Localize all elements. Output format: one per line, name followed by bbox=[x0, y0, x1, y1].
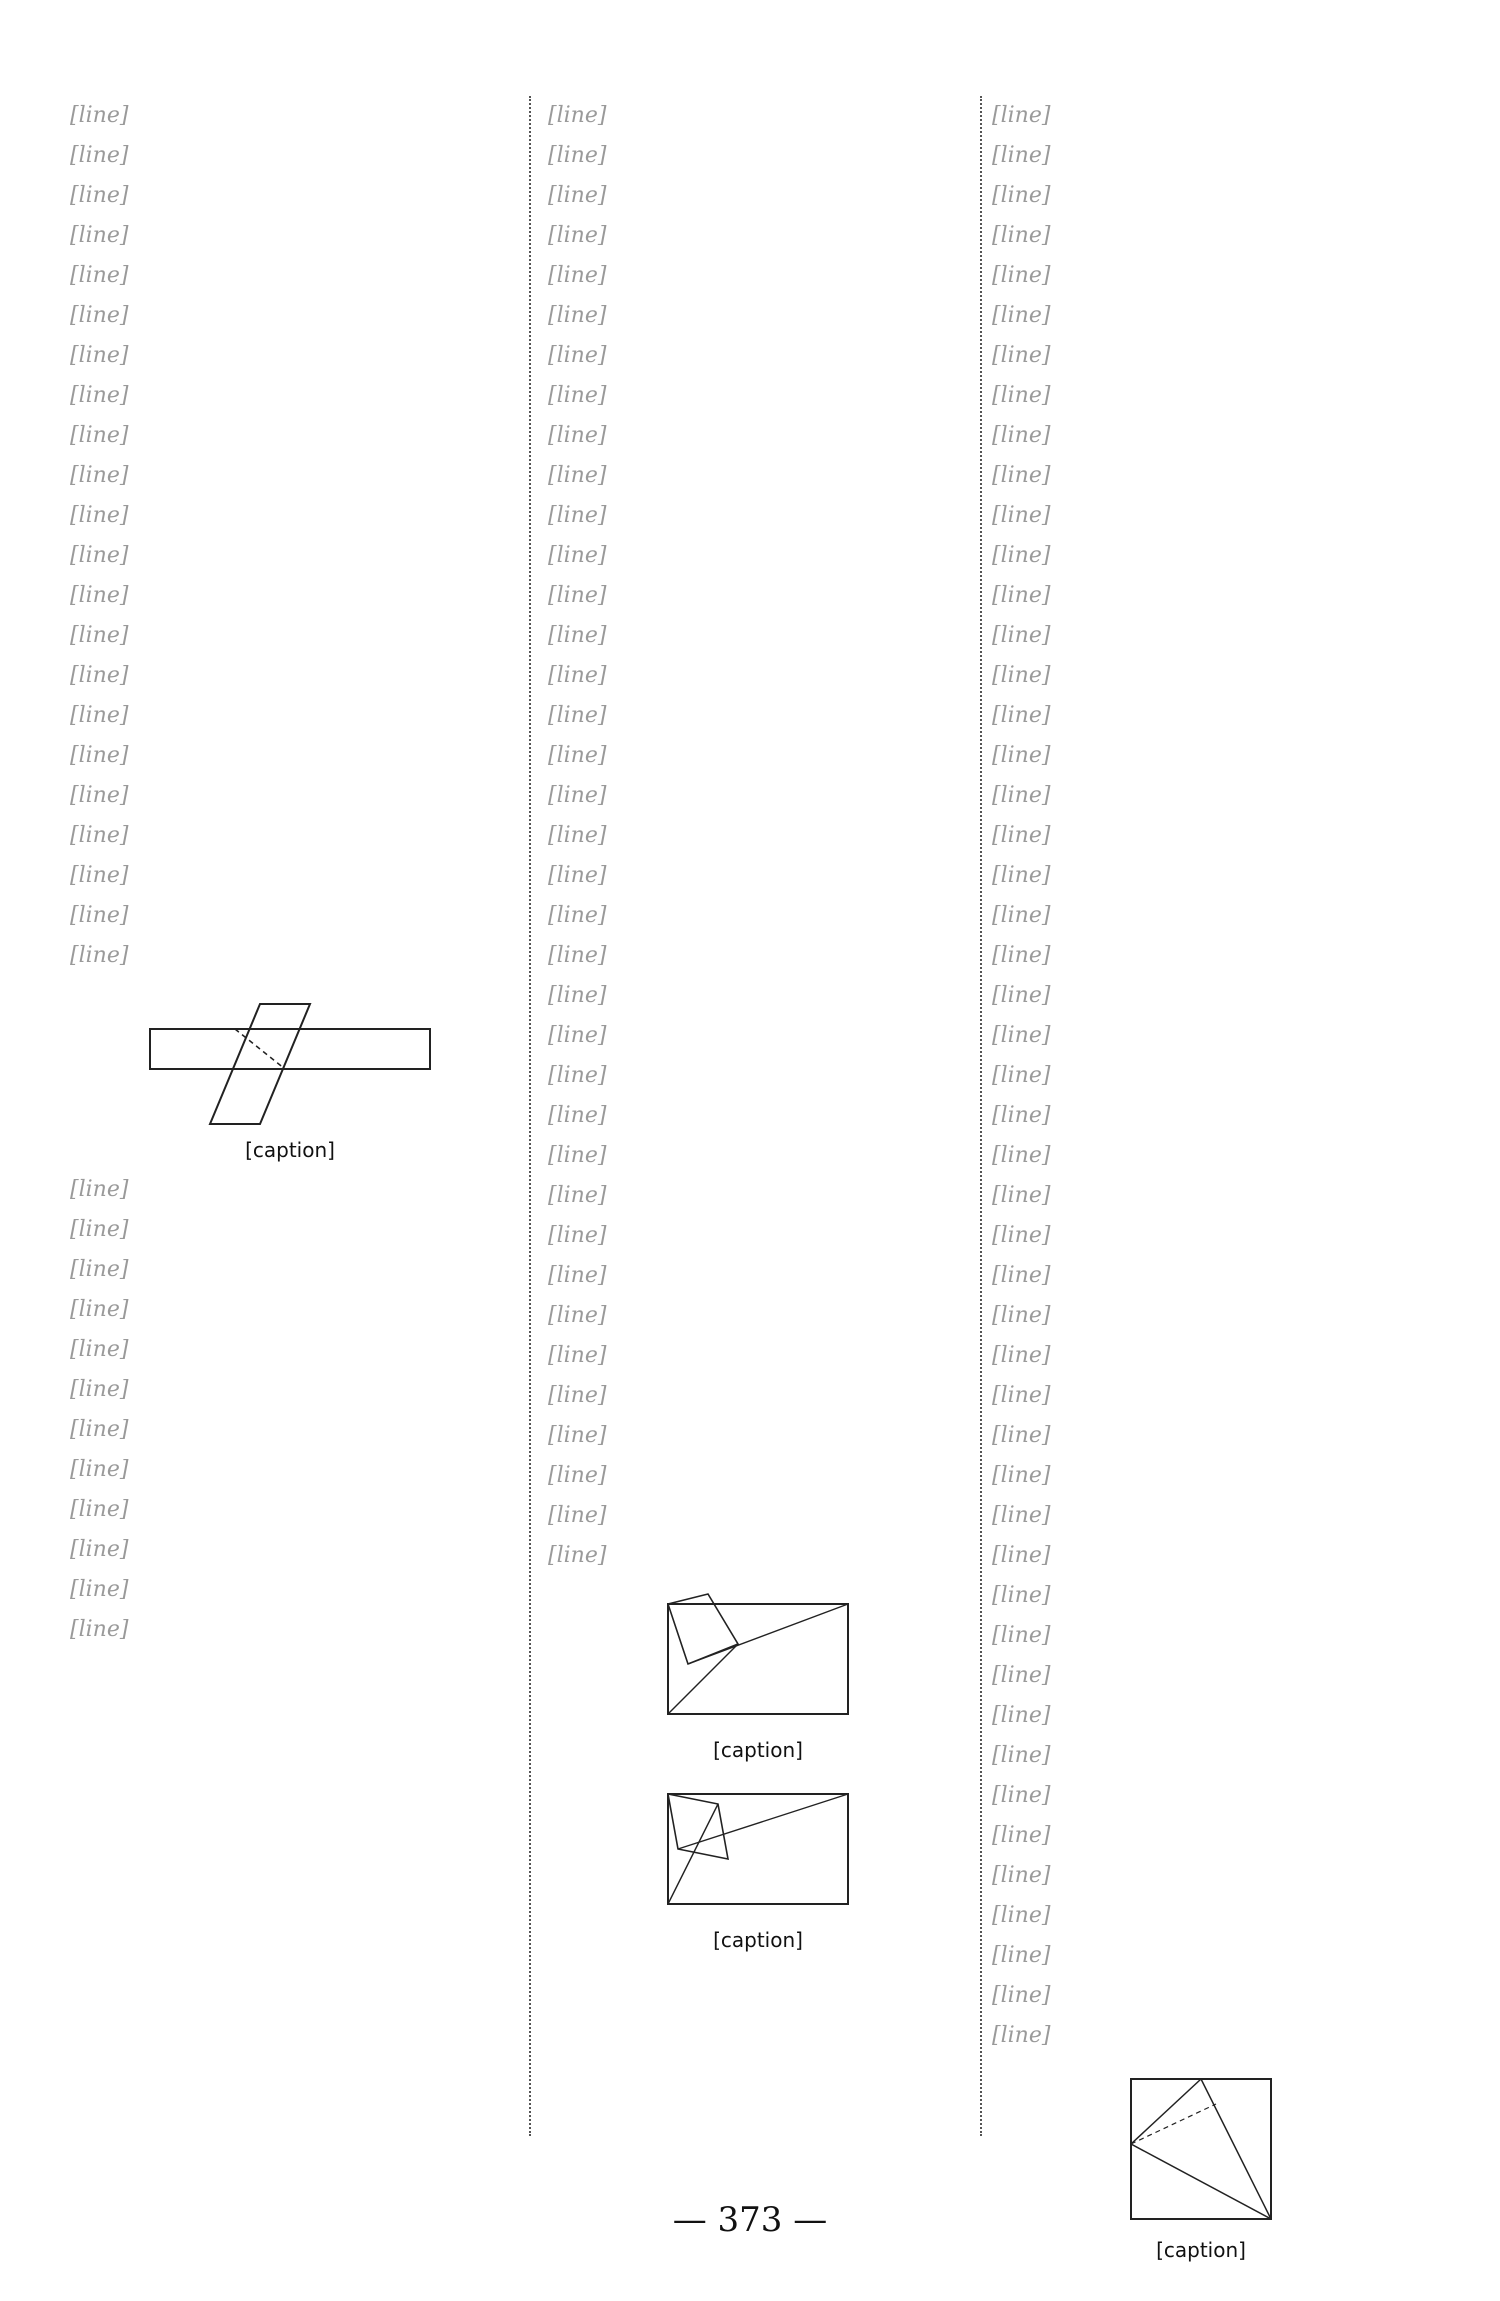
text-line: [line] bbox=[992, 263, 1051, 288]
text-line: [line] bbox=[992, 463, 1051, 488]
text-line: [line] bbox=[992, 1823, 1051, 1848]
text-line: [line] bbox=[992, 1703, 1051, 1728]
text-line: [line] bbox=[70, 263, 129, 288]
problem-7-figure-1 bbox=[548, 1584, 968, 1766]
right-text-block bbox=[992, 96, 1410, 2056]
text-line: [line] bbox=[992, 1063, 1051, 1088]
text-line: [line] bbox=[548, 423, 607, 448]
text-line: [line] bbox=[548, 543, 607, 568]
text-line: [line] bbox=[70, 1217, 129, 1242]
text-line: [line] bbox=[70, 423, 129, 448]
text-line: [line] bbox=[992, 1183, 1051, 1208]
text-line: [line] bbox=[992, 1263, 1051, 1288]
text-line: [line] bbox=[992, 1663, 1051, 1688]
text-line: [line] bbox=[70, 543, 129, 568]
problem-7-figure-1-caption: [caption] bbox=[713, 1738, 803, 1762]
text-line: [line] bbox=[70, 783, 129, 808]
text-line: [line] bbox=[548, 743, 607, 768]
paper-strip-drawing bbox=[130, 984, 450, 1134]
text-line: [line] bbox=[992, 663, 1051, 688]
text-line: [line] bbox=[992, 1983, 1051, 2008]
text-line: [line] bbox=[70, 343, 129, 368]
text-line: [line] bbox=[70, 383, 129, 408]
text-line: [line] bbox=[70, 583, 129, 608]
text-line: [line] bbox=[70, 823, 129, 848]
text-line: [line] bbox=[992, 303, 1051, 328]
text-line: [line] bbox=[548, 1023, 607, 1048]
problem-7-figure-2-caption: [caption] bbox=[713, 1928, 803, 1952]
text-line: [line] bbox=[70, 663, 129, 688]
text-line: [line] bbox=[548, 383, 607, 408]
text-line: [line] bbox=[548, 823, 607, 848]
text-line: [line] bbox=[548, 583, 607, 608]
text-line: [line] bbox=[992, 823, 1051, 848]
example-3-figure-caption: [caption] bbox=[1156, 2238, 1246, 2262]
text-line: [line] bbox=[992, 1023, 1051, 1048]
text-line: [line] bbox=[70, 183, 129, 208]
text-line: [line] bbox=[548, 1103, 607, 1128]
text-line: [line] bbox=[992, 1343, 1051, 1368]
text-line: [line] bbox=[548, 263, 607, 288]
text-line: [line] bbox=[992, 1743, 1051, 1768]
text-line: [line] bbox=[992, 623, 1051, 648]
text-line: [line] bbox=[70, 463, 129, 488]
text-line: [line] bbox=[70, 743, 129, 768]
text-line: [line] bbox=[992, 1103, 1051, 1128]
text-line: [line] bbox=[548, 1383, 607, 1408]
text-line: [line] bbox=[70, 623, 129, 648]
text-line: [line] bbox=[992, 1303, 1051, 1328]
text-line: [line] bbox=[992, 543, 1051, 568]
text-line: [line] bbox=[70, 223, 129, 248]
text-line: [line] bbox=[548, 1263, 607, 1288]
left-text-block-1 bbox=[70, 96, 510, 976]
text-line: [line] bbox=[70, 943, 129, 968]
text-line: [line] bbox=[992, 703, 1051, 728]
text-line: [line] bbox=[992, 383, 1051, 408]
text-line: [line] bbox=[992, 183, 1051, 208]
text-line: [line] bbox=[548, 223, 607, 248]
text-line: [line] bbox=[992, 103, 1051, 128]
text-line: [line] bbox=[548, 503, 607, 528]
text-line: [line] bbox=[992, 863, 1051, 888]
problem-7-figure-2 bbox=[548, 1774, 968, 1956]
middle-column bbox=[548, 96, 968, 2136]
text-line: [line] bbox=[70, 903, 129, 928]
text-line: [line] bbox=[992, 143, 1051, 168]
text-line: [line] bbox=[548, 463, 607, 488]
text-line: [line] bbox=[992, 2023, 1051, 2048]
text-line: [line] bbox=[548, 183, 607, 208]
text-line: [line] bbox=[548, 103, 607, 128]
text-line: [line] bbox=[992, 1543, 1051, 1568]
text-line: [line] bbox=[992, 223, 1051, 248]
text-line: [line] bbox=[548, 1423, 607, 1448]
text-line: [line] bbox=[992, 1583, 1051, 1608]
text-line: [line] bbox=[548, 983, 607, 1008]
text-line: [line] bbox=[70, 1417, 129, 1442]
text-line: [line] bbox=[992, 1783, 1051, 1808]
text-line: [line] bbox=[548, 1143, 607, 1168]
text-line: [line] bbox=[548, 1183, 607, 1208]
text-line: [line] bbox=[992, 583, 1051, 608]
square-diagram bbox=[648, 1584, 868, 1734]
text-line: [line] bbox=[992, 1463, 1051, 1488]
text-line: [line] bbox=[992, 983, 1051, 1008]
text-line: [line] bbox=[548, 1343, 607, 1368]
text-line: [line] bbox=[548, 143, 607, 168]
text-line: [line] bbox=[70, 143, 129, 168]
text-line: [line] bbox=[992, 423, 1051, 448]
text-line: [line] bbox=[992, 1423, 1051, 1448]
left-text-block-2 bbox=[70, 1170, 510, 1650]
text-line: [line] bbox=[70, 303, 129, 328]
text-line: [line] bbox=[70, 703, 129, 728]
text-line: [line] bbox=[70, 1537, 129, 1562]
middle-text-block bbox=[548, 96, 968, 1576]
text-line: [line] bbox=[548, 783, 607, 808]
text-line: [line] bbox=[548, 1463, 607, 1488]
text-line: [line] bbox=[992, 743, 1051, 768]
column-divider bbox=[529, 96, 531, 2136]
right-column bbox=[992, 96, 1410, 2262]
strip-figure bbox=[70, 984, 510, 1166]
page-number: — 373 — bbox=[672, 2200, 828, 2240]
text-line: [line] bbox=[548, 903, 607, 928]
text-line: [line] bbox=[548, 1303, 607, 1328]
text-line: [line] bbox=[70, 503, 129, 528]
text-line: [line] bbox=[992, 943, 1051, 968]
text-line: [line] bbox=[548, 1503, 607, 1528]
text-line: [line] bbox=[548, 1223, 607, 1248]
left-column bbox=[70, 96, 510, 2136]
text-line: [line] bbox=[992, 1863, 1051, 1888]
text-line: [line] bbox=[992, 1903, 1051, 1928]
text-line: [line] bbox=[992, 503, 1051, 528]
text-line: [line] bbox=[70, 103, 129, 128]
text-line: [line] bbox=[70, 1297, 129, 1322]
text-line: [line] bbox=[548, 663, 607, 688]
text-line: [line] bbox=[70, 1177, 129, 1202]
text-line: [line] bbox=[70, 1337, 129, 1362]
text-line: [line] bbox=[992, 1383, 1051, 1408]
text-line: [line] bbox=[992, 1143, 1051, 1168]
text-line: [line] bbox=[70, 1377, 129, 1402]
text-line: [line] bbox=[70, 1497, 129, 1522]
text-line: [line] bbox=[992, 1503, 1051, 1528]
text-line: [line] bbox=[70, 1457, 129, 1482]
text-line: [line] bbox=[992, 783, 1051, 808]
text-line: [line] bbox=[548, 1543, 607, 1568]
text-line: [line] bbox=[548, 303, 607, 328]
text-line: [line] bbox=[548, 623, 607, 648]
text-line: [line] bbox=[548, 863, 607, 888]
text-line: [line] bbox=[70, 1617, 129, 1642]
text-line: [line] bbox=[548, 343, 607, 368]
text-line: [line] bbox=[548, 943, 607, 968]
text-line: [line] bbox=[992, 1623, 1051, 1648]
text-line: [line] bbox=[992, 1943, 1051, 1968]
text-line: [line] bbox=[70, 1257, 129, 1282]
column-divider bbox=[980, 96, 982, 2136]
text-line: [line] bbox=[70, 1577, 129, 1602]
strip-figure-caption: [caption] bbox=[245, 1138, 335, 1162]
square-diagram-2 bbox=[648, 1774, 868, 1924]
text-line: [line] bbox=[548, 1063, 607, 1088]
text-line: [line] bbox=[992, 343, 1051, 368]
text-line: [line] bbox=[70, 863, 129, 888]
text-line: [line] bbox=[992, 903, 1051, 928]
text-line: [line] bbox=[548, 703, 607, 728]
text-line: [line] bbox=[992, 1223, 1051, 1248]
